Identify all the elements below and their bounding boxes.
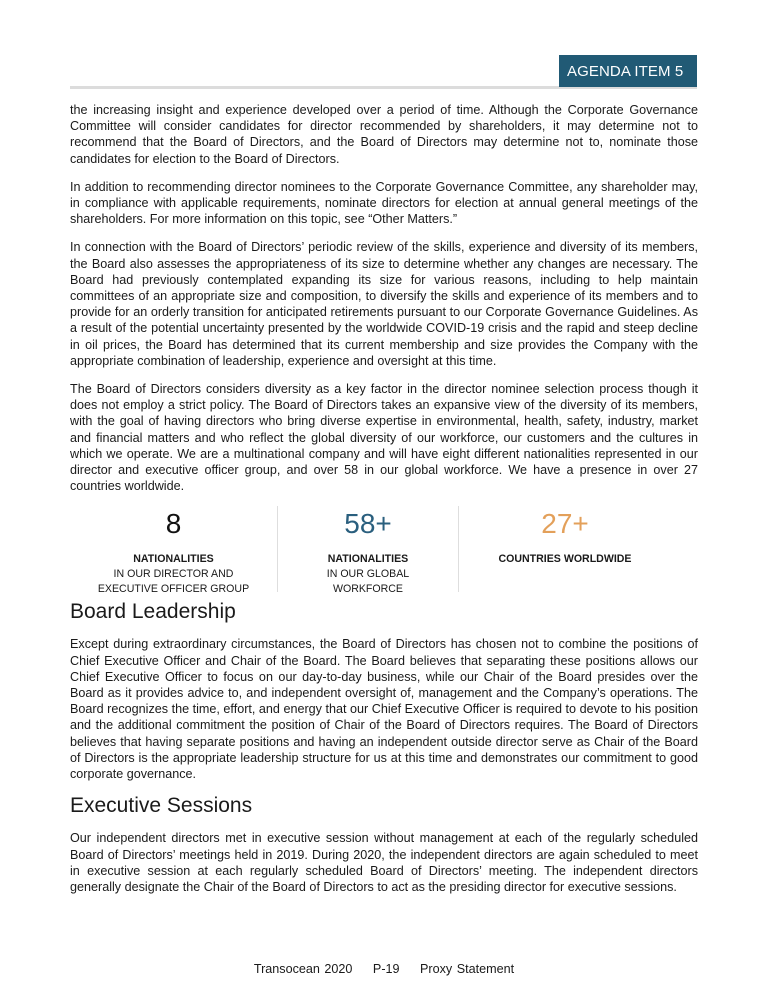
agenda-item-badge: AGENDA ITEM 5: [559, 55, 697, 87]
stat-director-nationalities: [70, 506, 278, 596]
stat-countries: [459, 506, 671, 592]
footer-doc-title: Proxy Statement: [420, 962, 515, 976]
stat-sub-line1: IN OUR GLOBAL: [326, 568, 410, 581]
stat-number: 27+: [541, 508, 589, 540]
stat-number: 58+: [344, 508, 392, 540]
page-footer: [0, 962, 768, 976]
page-content: [70, 102, 698, 907]
paragraph-candidates: the increasing insight and experience developed over a period of time. Although the Corporate Governance Committee will consider candidates for director recommended by shareholders, it may determine not to recommend that the Board of Directors, and the Board of Directors may determine not to, nominate those candidates for election to the Board of Directors.: [70, 103, 698, 166]
stat-sub-line2: WORKFORCE: [332, 583, 404, 596]
paragraph-diversity: The Board of Directors considers diversity as a key factor in the director nominee selection process though it does not employ a strict policy. The Board of Directors takes an expansive view of the diversity of its members, with the goal of having directors who bring diverse expertise in environmental, health, safety, industry, market and financial matters and who reflect the global diversity of our workforce, our customers and the cultures in which we operate. We are a multinational company and will have eight different nationalities represented in our director and executive officer group, and over 58 in our global workforce. We have a presence in over 27 countries worldwide.: [70, 382, 698, 494]
stat-label: NATIONALITIES: [327, 553, 409, 566]
stat-workforce-nationalities: [278, 506, 459, 596]
paragraph-board-leadership: Except during extraordinary circumstances, the Board of Directors has chosen not to combine the positions of Chief Executive Officer and Chair of the Board. The Board believes that separating these positions allows our Chief Executive Officer to focus on our day-to-day business, while our Chair of the Board presides over the Board as it provides advice to, and independent oversight of, management and the Company’s operations. The Board recognizes the time, effort, and energy that our Chief Executive Officer is required to devote to his position and the additional commitment the position of Chair of the Board of Directors requires. The Board of Directors believes that having separate positions and having an independent outside director serve as Chair of the Board of Directors is the appropriate leadership structure for us at this time and demonstrates our commitment to good corporate governance.: [70, 637, 698, 782]
footer-company-year: Transocean 2020: [253, 962, 353, 976]
footer-page-number: P-19: [372, 962, 400, 976]
heading-executive-sessions: Executive Sessions: [70, 794, 253, 818]
heading-board-leadership: Board Leadership: [70, 600, 236, 624]
stat-sub-line2: EXECUTIVE OFFICER GROUP: [97, 583, 250, 596]
paragraph-board-size: In connection with the Board of Directors’ periodic review of the skills, experience and diversity of its members, the Board also assesses the appropriateness of its size to determine whether any changes are necessary. The Board had previously contemplated expanding its size for various reasons, including to help maintain committees of an appropriate size and composition, to diversify the skills and experience of its members and to provide for an orderly transition for anticipated retirements pursuant to our Corporate Governance Guidelines. As a result of the potential uncertainty presented by the worldwide COVID-19 crisis and the rapid and steep decline in oil prices, the Board has determined that its current membership and size provides the Company with the appropriate combination of leadership, experience and oversight at this time.: [70, 240, 698, 368]
stat-label: COUNTRIES WORLDWIDE: [498, 553, 632, 566]
stat-number: 8: [165, 508, 182, 540]
stat-sub-line1: IN OUR DIRECTOR AND: [113, 568, 234, 581]
paragraph-shareholder-nominations: In addition to recommending director nominees to the Corporate Governance Committee, any shareholder may, in compliance with applicable requirements, nominate directors for election at annual general meetings of the shareholders. For more information on this topic, see “Other Matters.”: [70, 179, 698, 227]
diversity-stats: [70, 506, 698, 596]
stat-label: NATIONALITIES: [133, 553, 214, 566]
paragraph-executive-sessions: Our independent directors met in executive session without management at each of the regularly scheduled Board of Directors’ meetings held in 2019. During 2020, the independent directors are again scheduled to meet in executive session at each regularly scheduled Board of Directors’ meeting. The independent directors generally designate the Chair of the Board of Directors to act as the presiding director for executive sessions.: [70, 831, 698, 894]
